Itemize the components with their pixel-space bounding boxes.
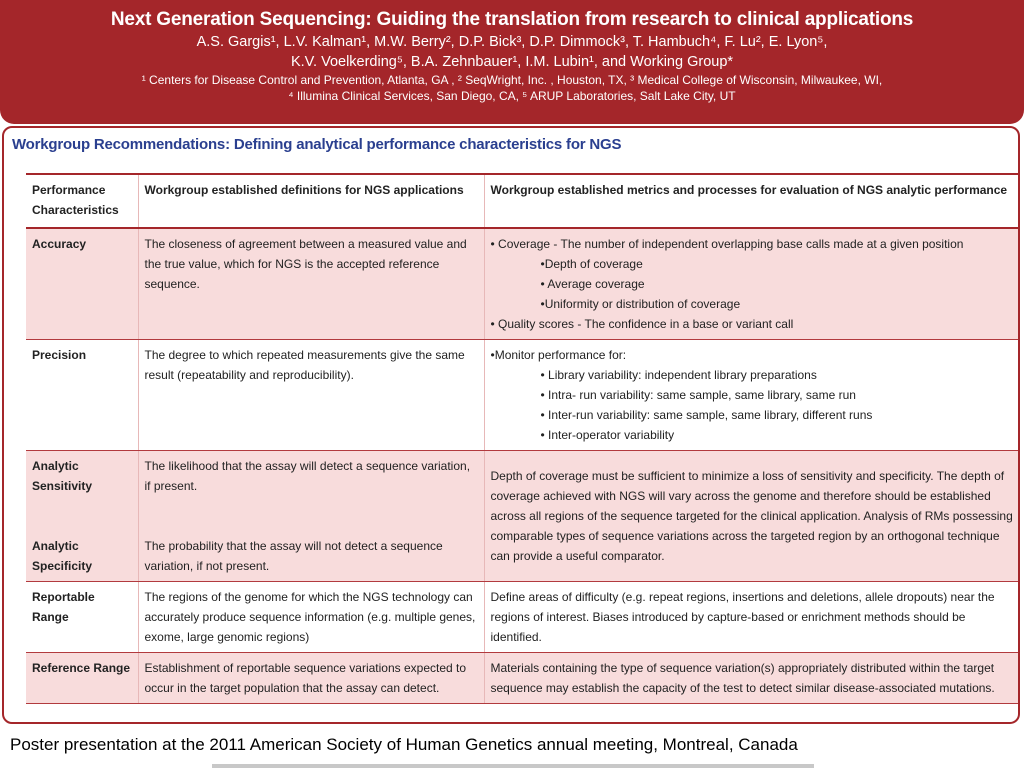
poster-banner (0, 0, 1024, 124)
authors-line-2: K.V. Voelkerding⁵, B.A. Zehnbauer¹, I.M. Lubin¹, and Working Group* (290, 54, 734, 70)
metric-item: •Depth of coverage (540, 257, 643, 271)
header-definitions: Workgroup established definitions for NGS applications (138, 174, 484, 228)
row-name: Precision (26, 340, 138, 451)
row-metrics: Materials containing the type of sequence variation(s) appropriately distributed within the target sequence may establish the capacity of the test to detect similar disease-associated mutations. (484, 653, 1020, 704)
bottom-strip (212, 764, 814, 768)
row-name: Reportable Range (26, 582, 138, 653)
metric-item: • Intra- run variability: same sample, same library, same run (540, 388, 856, 402)
section-heading: Workgroup Recommendations: Defining analytical performance characteristics for NGS (12, 136, 622, 153)
table-row-sensitivity-specificity (26, 451, 1020, 582)
affiliations-line-1: ¹ Centers for Disease Control and Prevention, Atlanta, GA , ² SeqWright, Inc. , Houston, TX, ³ Medical College of Wisconsin, Milwaukee, WI, (141, 73, 883, 87)
metric-item: •Monitor performance for: (490, 348, 627, 362)
metric-item: • Inter-run variability: same sample, same library, different runs (540, 408, 873, 422)
row-definition: The degree to which repeated measurements give the same result (repeatability and reproducibility). (138, 340, 484, 451)
row-name: Accuracy (26, 228, 138, 340)
poster-title: Next Generation Sequencing: Guiding the translation from research to clinical applications (110, 9, 914, 30)
metric-item: •Uniformity or distribution of coverage (540, 297, 741, 311)
affiliations-line-2: ⁴ Illumina Clinical Services, San Diego, CA, ⁵ ARUP Laboratories, Salt Lake City, UT (288, 89, 736, 103)
metric-item: • Inter-operator variability (540, 428, 675, 442)
row-definition (138, 451, 484, 582)
table-row-accuracy (26, 228, 1020, 340)
recommendations-table (26, 173, 1020, 704)
metric-item: • Average coverage (540, 277, 645, 291)
row-definition: The regions of the genome for which the NGS technology can accurately produce sequence information (e.g. multiple genes, exome, large genomic regions) (138, 582, 484, 653)
header-metrics: Workgroup established metrics and processes for evaluation of NGS analytic performance (484, 174, 1020, 228)
authors-line-1: A.S. Gargis¹, L.V. Kalman¹, M.W. Berry², D.P. Bick³, D.P. Dimmock³, T. Hambuch⁴, F. Lu², E. Lyon⁵, (196, 34, 828, 50)
row-name: Reference Range (26, 653, 138, 704)
table-header-row (26, 174, 1020, 228)
sensitivity-definition: The likelihood that the assay will detect a sequence variation, if present. (144, 459, 471, 493)
row-metrics (484, 228, 1020, 340)
header-performance: Performance Characteristics (26, 174, 138, 228)
metric-item: • Library variability: independent library preparations (540, 368, 817, 382)
row-name (26, 451, 138, 582)
metric-item: • Coverage - The number of independent overlapping base calls made at a given position (490, 237, 964, 251)
table-row-reportable-range (26, 582, 1020, 653)
row-metrics: Depth of coverage must be sufficient to minimize a loss of sensitivity and specificity. The depth of coverage achieved with NGS will vary across the genome and therefore should be established across all regions of the sequence targeted for the clinical application. Analysis of RMs possessing comparable types of sequence variations across the targeted region by an orthogonal technique can provide a useful comparator. (484, 451, 1020, 582)
row-metrics: Define areas of difficulty (e.g. repeat regions, insertions and deletions, allele dropouts) near the regions of interest. Biases introduced by capture-based or enrichment methods should be identified. (484, 582, 1020, 653)
recommendations-panel (2, 126, 1020, 724)
table-row-precision (26, 340, 1020, 451)
specificity-definition: The probability that the assay will not detect a sequence variation, if not present. (144, 539, 443, 573)
metric-item: • Quality scores - The confidence in a base or variant call (490, 317, 794, 331)
table-row-reference-range (26, 653, 1020, 704)
sensitivity-label: Analytic Sensitivity (32, 459, 93, 493)
footer-caption: Poster presentation at the 2011 American Society of Human Genetics annual meeting, Montreal, Canada (10, 735, 798, 754)
row-definition: The closeness of agreement between a measured value and the true value, which for NGS is the accepted reference sequence. (138, 228, 484, 340)
row-definition: Establishment of reportable sequence variations expected to occur in the target population that the assay can detect. (138, 653, 484, 704)
specificity-label: Analytic Specificity (32, 539, 93, 573)
row-metrics (484, 340, 1020, 451)
